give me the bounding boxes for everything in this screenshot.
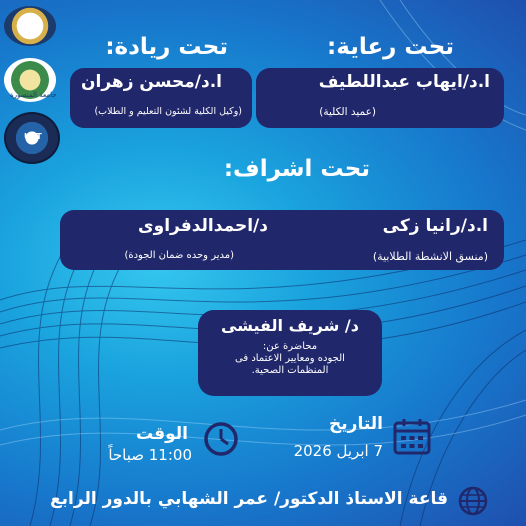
patron-name: ا.د/ايهاب عبداللطيف (318, 72, 490, 92)
university-crest-logo (4, 6, 56, 46)
leader-name: ا.د/محسن زهران (81, 72, 222, 92)
supervisor-name-1: ا.د/رانيا زكى (382, 216, 488, 236)
lecture-label: محاضرة عن: (262, 341, 318, 352)
heading-patronage: تحت رعاية: (327, 34, 454, 60)
leader-role: (وكيل الكلية لشئون التعليم و الطلاب) (94, 106, 242, 117)
patron-role: (عميد الكلية) (319, 106, 376, 118)
ust-logo-caption: UST (24, 132, 42, 141)
heading-leadership: تحت ريادة: (105, 34, 228, 60)
time-label: الوقت (136, 424, 188, 444)
time-value: 11:00 صباحاً (108, 446, 192, 464)
date-value: 7 ابريل 2026 (293, 442, 383, 460)
calendar-icon (392, 416, 432, 460)
location-text: قاعة الاستاذ الدكتور/ عمر الشهابي بالدور الرابع (50, 489, 448, 509)
globe-icon (458, 486, 488, 520)
date-label: التاريخ (329, 414, 383, 434)
supervisor-card-2 (60, 210, 284, 270)
lecture-topic-line2: المنظمات الصحية. (251, 365, 329, 376)
supervisor-role-2: (مدير وحده ضمان الجودة) (124, 250, 234, 261)
patron-card (256, 68, 504, 128)
leader-card (70, 68, 252, 128)
supervisor-card-1 (256, 210, 504, 270)
heading-supervision: تحت اشراف: (223, 156, 370, 182)
speaker-name: د/ شريف الفيشى (221, 316, 359, 335)
lecture-topic-line1: الجوده ومعايير الاعتماد فى (235, 353, 345, 364)
supervisor-name-2: د/احمدالدفراوى (138, 216, 268, 236)
logo-caption: جامعة المنصورة (10, 91, 57, 99)
speaker-card (198, 310, 382, 396)
clock-icon (202, 420, 240, 462)
supervisor-role-1: (منسق الانشطة الطلابية) (372, 250, 488, 263)
